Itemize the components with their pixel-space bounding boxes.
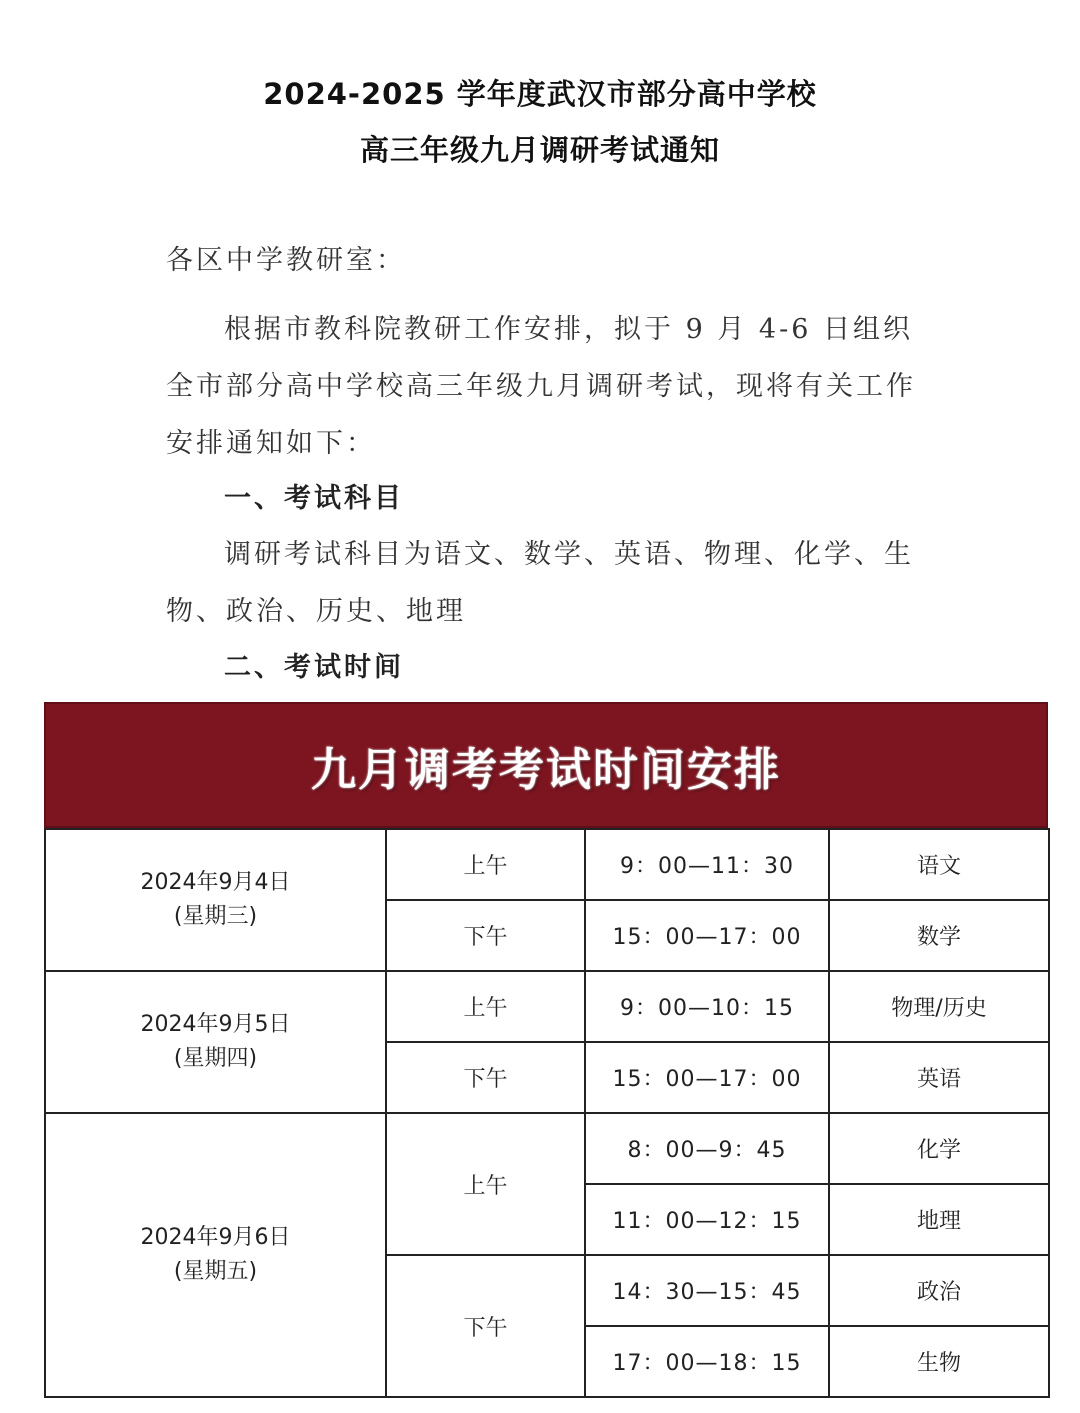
subject-cell: 化学 bbox=[829, 1113, 1049, 1184]
time-cell: 9：00—11：30 bbox=[585, 829, 829, 900]
weekday-text: (星期四) bbox=[173, 1046, 258, 1071]
exam-schedule bbox=[44, 702, 1048, 1383]
table-row bbox=[45, 971, 1049, 1042]
section-heading-subjects: 一、考试科目 bbox=[224, 483, 404, 514]
date-text: 2024年9月5日 bbox=[140, 1012, 291, 1037]
schedule-table bbox=[44, 828, 1050, 1398]
subject-cell: 语文 bbox=[829, 829, 1049, 900]
notice-title-line2: 高三年级九月调研考试通知 bbox=[359, 133, 720, 167]
date-text: 2024年9月6日 bbox=[140, 1225, 291, 1250]
time-cell: 17：00—18：15 bbox=[585, 1326, 829, 1397]
subject-cell: 数学 bbox=[829, 900, 1049, 971]
session-cell: 上午 bbox=[386, 971, 585, 1042]
date-cell bbox=[45, 971, 386, 1113]
weekday-text: (星期五) bbox=[173, 1259, 258, 1284]
table-row bbox=[45, 1113, 1049, 1184]
date-cell bbox=[45, 829, 386, 971]
salutation: 各区中学教研室： bbox=[166, 245, 406, 276]
session-cell: 下午 bbox=[386, 900, 585, 971]
time-cell: 15：00—17：00 bbox=[585, 900, 829, 971]
date-cell bbox=[45, 1113, 386, 1397]
session-cell: 下午 bbox=[386, 1042, 585, 1113]
session-cell: 下午 bbox=[386, 1255, 585, 1397]
intro-paragraph: 根据市教科院教研工作安排，拟于 9 月 4-6 日组织全市部分高中学校高三年级九月调研考试，现将有关工作安排通知如下： bbox=[166, 314, 916, 459]
session-cell: 上午 bbox=[386, 1113, 585, 1255]
time-cell: 14：30—15：45 bbox=[585, 1255, 829, 1326]
time-cell: 8：00—9：45 bbox=[585, 1113, 829, 1184]
table-row bbox=[45, 829, 1049, 900]
date-text: 2024年9月4日 bbox=[140, 870, 291, 895]
schedule-banner-title: 九月调考考试时间安排 bbox=[310, 742, 781, 796]
subject-cell: 地理 bbox=[829, 1184, 1049, 1255]
subject-cell: 政治 bbox=[829, 1255, 1049, 1326]
notice-title-line1: 2024-2025 学年度武汉市部分高中学校 bbox=[263, 77, 817, 111]
session-cell: 上午 bbox=[386, 829, 585, 900]
subjects-paragraph: 调研考试科目为语文、数学、英语、物理、化学、生物、政治、历史、地理 bbox=[166, 539, 914, 627]
weekday-text: (星期三) bbox=[173, 904, 258, 929]
subject-cell: 英语 bbox=[829, 1042, 1049, 1113]
schedule-banner bbox=[44, 702, 1048, 828]
time-cell: 9：00—10：15 bbox=[585, 971, 829, 1042]
time-cell: 11：00—12：15 bbox=[585, 1184, 829, 1255]
time-cell: 15：00—17：00 bbox=[585, 1042, 829, 1113]
subject-cell: 生物 bbox=[829, 1326, 1049, 1397]
section-heading-time: 二、考试时间 bbox=[224, 652, 404, 683]
subject-cell: 物理/历史 bbox=[829, 971, 1049, 1042]
